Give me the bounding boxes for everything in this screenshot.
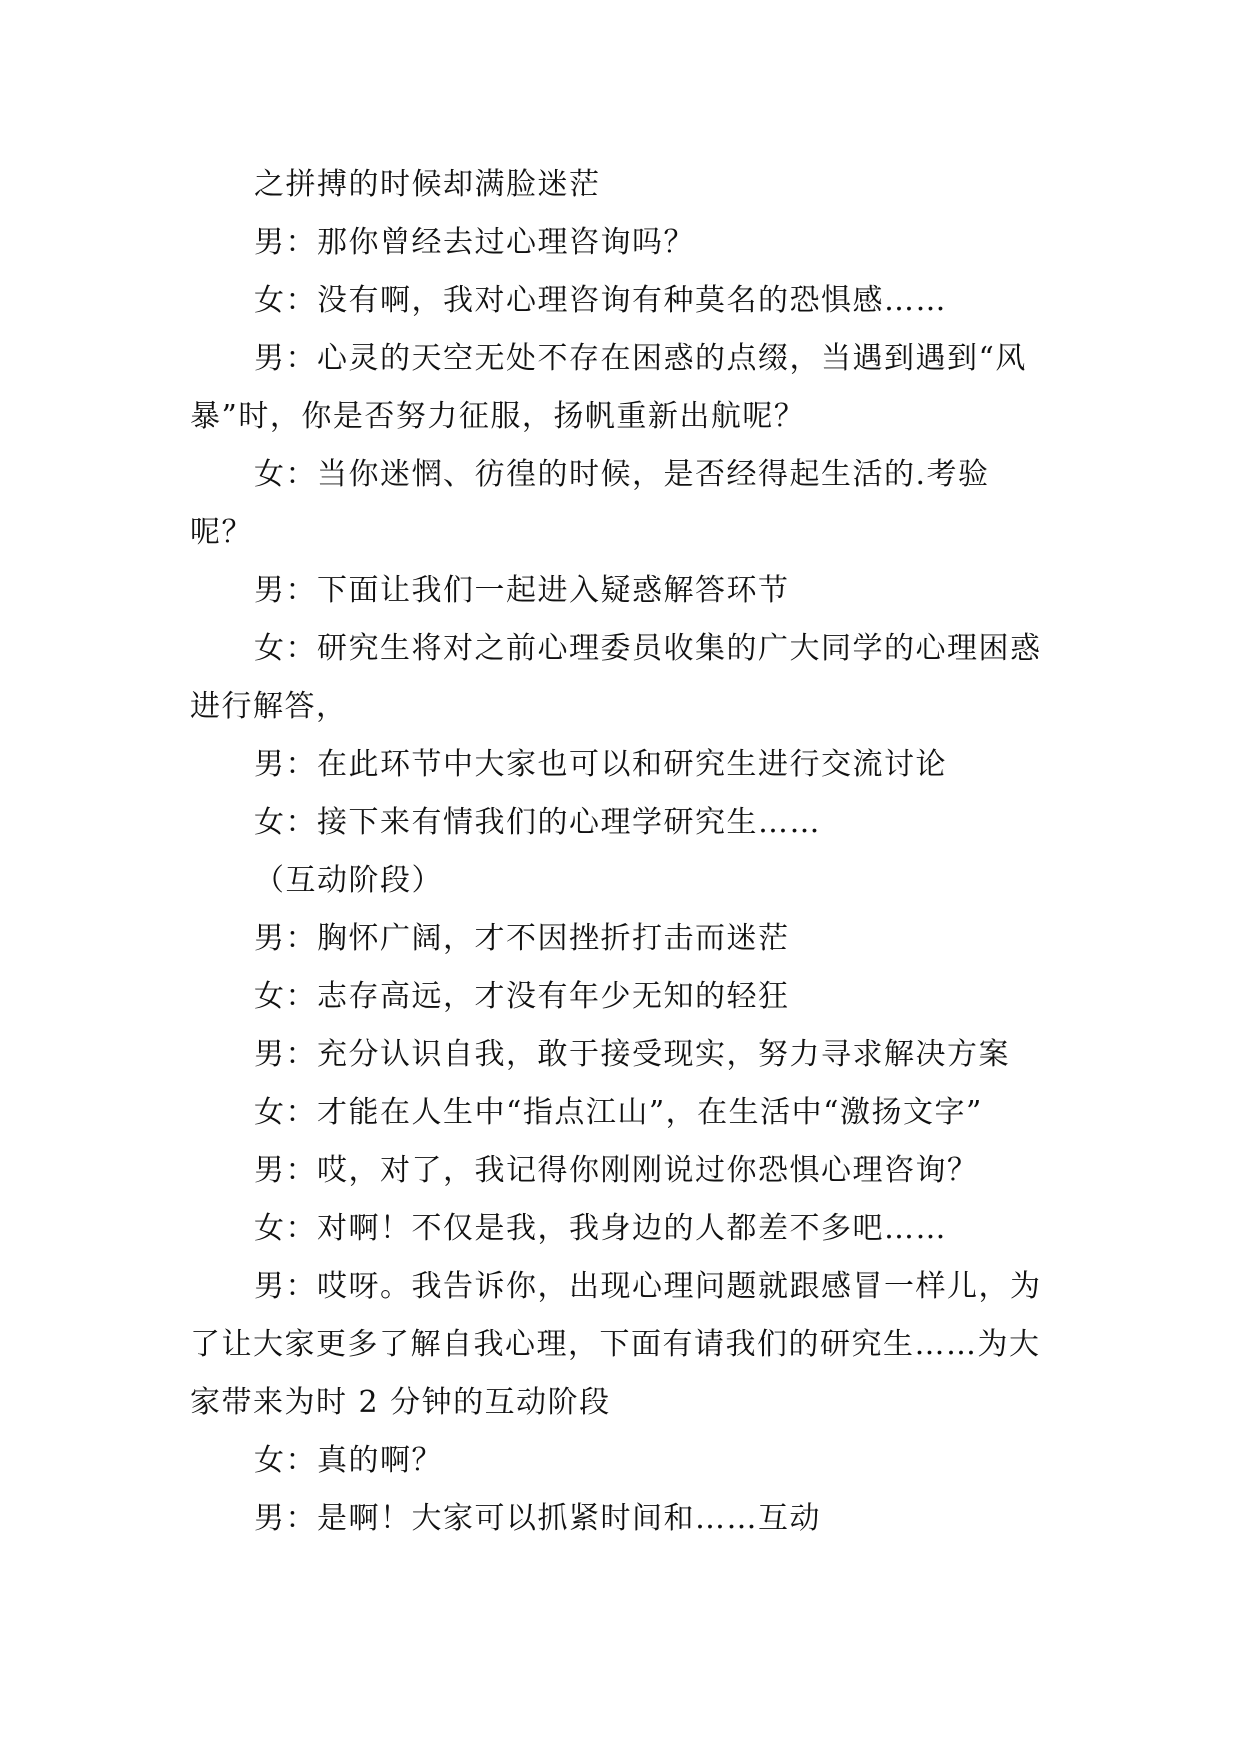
paragraph-line: 男：充分认识自我，敢于接受现实，努力寻求解决方案 — [254, 1037, 1010, 1072]
paragraph-line: 男：下面让我们一起进入疑惑解答环节 — [254, 573, 790, 608]
paragraph-line: 男：在此环节中大家也可以和研究生进行交流讨论 — [254, 747, 947, 782]
paragraph-line: 男：是啊！大家可以抓紧时间和……互动 — [254, 1501, 821, 1536]
paragraph-line: 女：对啊！不仅是我，我身边的人都差不多吧…… — [254, 1211, 947, 1246]
paragraph-line: 女：当你迷惘、彷徨的时候，是否经得起生活的.考验呢？ — [190, 457, 990, 550]
paragraph-line: 男：哎呀。我告诉你，出现心理问题就跟感冒一样儿，为了让大家更多了解自我心理，下面有请我们的研究生……为大家带来为时 2 分钟的互动阶段 — [190, 1269, 1042, 1420]
paragraph-line: 女：才能在人生中“指点江山”，在生活中“激扬文字” — [254, 1095, 983, 1130]
stage-direction: （互动阶段） — [254, 863, 443, 898]
paragraph-line: 女：志存高远，才没有年少无知的轻狂 — [254, 979, 790, 1014]
paragraph-line: 男：那你曾经去过心理咨询吗？ — [254, 225, 695, 260]
paragraph-line: 女：没有啊，我对心理咨询有种莫名的恐惧感…… — [254, 283, 947, 318]
script-text-block — [190, 156, 1050, 1548]
paragraph-line: 女：接下来有情我们的心理学研究生…… — [254, 805, 821, 840]
paragraph-line: 男：哎，对了，我记得你刚刚说过你恐惧心理咨询？ — [254, 1153, 979, 1188]
paragraph-line: 男：心灵的天空无处不存在困惑的点缀，当遇到遇到“风暴”时，你是否努力征服，扬帆重新出航呢？ — [190, 341, 1027, 434]
paragraph-line: 之拼搏的时候却满脸迷茫 — [254, 167, 601, 202]
paragraph-line: 女：真的啊？ — [254, 1443, 443, 1478]
paragraph-line: 女：研究生将对之前心理委员收集的广大同学的心理困惑进行解答， — [190, 631, 1042, 724]
paragraph-line: 男：胸怀广阔，才不因挫折打击而迷茫 — [254, 921, 790, 956]
